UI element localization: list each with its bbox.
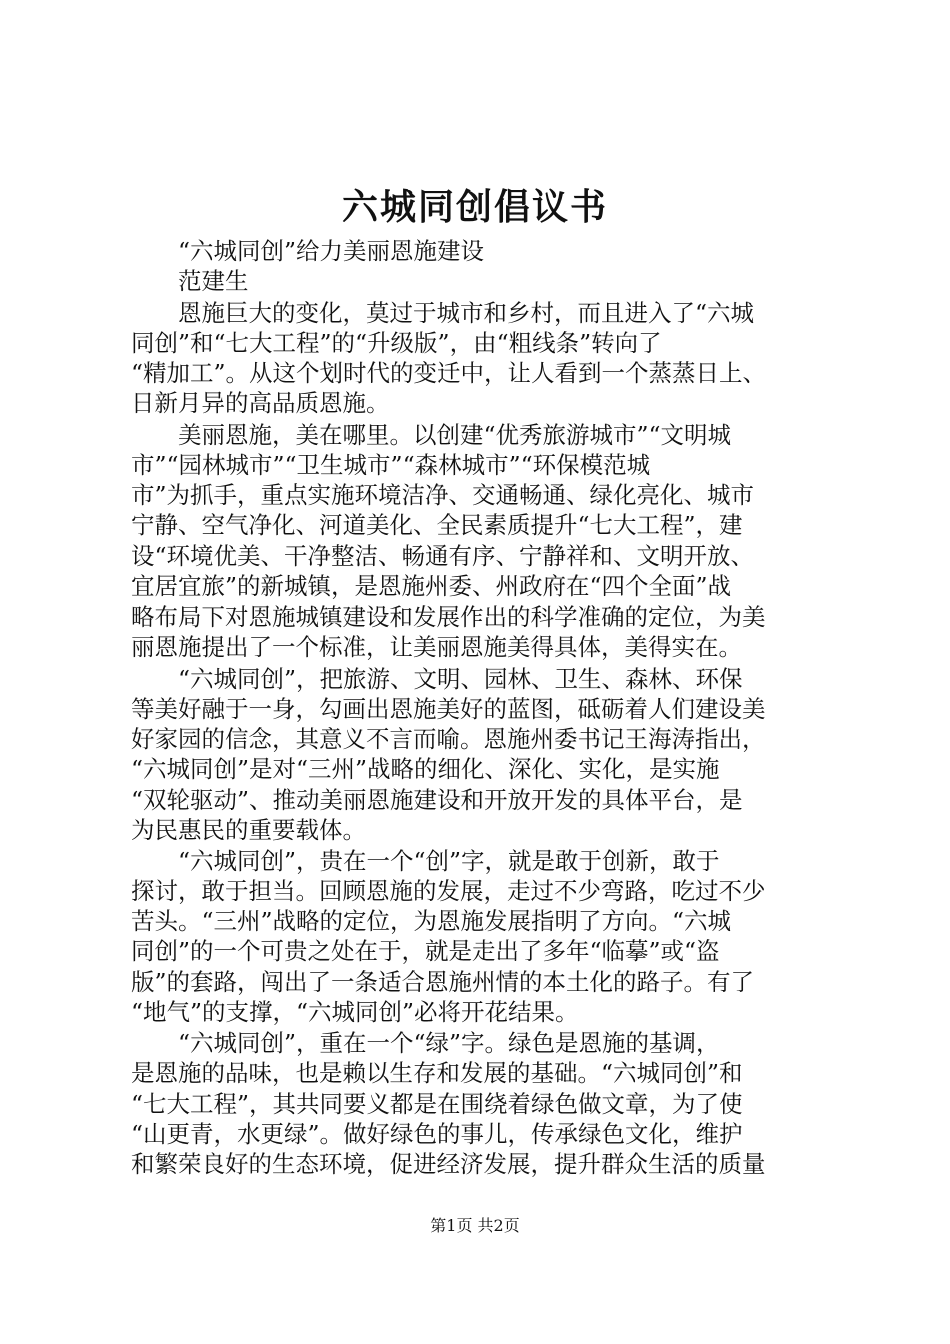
text-line: 美丽恩施，美在哪里。以创建“优秀旅游城市”“文明城 [178, 421, 732, 449]
text-line: “六城同创”是对“三州”战略的细化、深化、实化，是实施 [131, 755, 720, 783]
text-line: 苦头。“三州”战略的定位，为恩施发展指明了方向。“六城 [131, 907, 732, 935]
text-line: “六城同创”，贵在一个“创”字，就是敢于创新，敢于 [178, 847, 720, 875]
text-line: 设“环境优美、干净整洁、畅通有序、宁静祥和、文明开放、 [131, 542, 755, 570]
text-line: 略布局下对恩施城镇建设和发展作出的科学准确的定位，为美 [131, 603, 766, 631]
text-line: 是恩施的品味，也是赖以生存和发展的基础。“六城同创”和 [131, 1059, 743, 1087]
text-line: “六城同创”，把旅游、文明、园林、卫生、森林、环保 [178, 665, 743, 693]
text-line: 版”的套路，闯出了一条适合恩施州情的本土化的路子。有了 [131, 968, 755, 996]
text-line: 同创”的一个可贵之处在于，就是走出了多年“临摹”或“盗 [131, 937, 720, 965]
text-line: “七大工程”，其共同要义都是在围绕着绿色做文章，为了使 [131, 1090, 743, 1118]
text-line: 日新月异的高品质恩施。 [131, 389, 390, 417]
text-line: 宁静、空气净化、河道美化、全民素质提升“七大工程”，建 [131, 511, 743, 539]
subtitle-line: “六城同创”给力美丽恩施建设 [178, 237, 485, 265]
text-line: 丽恩施提出了一个标准，让美丽恩施美得具体，美得实在。 [131, 633, 742, 661]
text-line: 市”为抓手，重点实施环境洁净、交通畅通、绿化亮化、城市 [131, 481, 755, 509]
text-line: 为民惠民的重要载体。 [131, 816, 366, 844]
author-line: 范建生 [178, 267, 249, 295]
text-line: “精加工”。从这个划时代的变迁中，让人看到一个蒸蒸日上、 [131, 359, 767, 387]
text-line: “地气”的支撑，“六城同创”必将开花结果。 [131, 998, 579, 1026]
text-line: 恩施巨大的变化，莫过于城市和乡村，而且进入了“六城 [178, 299, 755, 327]
page-number-footer: 第1页 共2页 [430, 1216, 520, 1235]
text-line: 同创”和“七大工程”的“升级版”，由“粗线条”转向了 [131, 329, 662, 357]
text-line: 市”“园林城市”“卫生城市”“森林城市”“环保模范城 [131, 451, 651, 479]
text-line: 好家园的信念，其意义不言而喻。恩施州委书记王海涛指出， [131, 725, 766, 753]
text-line: 和繁荣良好的生态环境，促进经济发展，提升群众生活的质量 [131, 1150, 766, 1178]
text-line: “山更青，水更绿”。做好绿色的事儿，传承绿色文化，维护 [131, 1120, 743, 1148]
text-line: 等美好融于一身，勾画出恩施美好的蓝图，砥砺着人们建设美 [131, 695, 766, 723]
text-line: “六城同创”，重在一个“绿”字。绿色是恩施的基调， [178, 1029, 720, 1057]
text-line: “双轮驱动”、推动美丽恩施建设和开放开发的具体平台，是 [131, 786, 743, 814]
text-line: 探讨，敢于担当。回顾恩施的发展，走过不少弯路，吃过不少 [131, 877, 766, 905]
document-title: 六城同创倡议书 [341, 186, 608, 228]
text-line: 宜居宜旅”的新城镇，是恩施州委、州政府在“四个全面”战 [131, 572, 732, 600]
